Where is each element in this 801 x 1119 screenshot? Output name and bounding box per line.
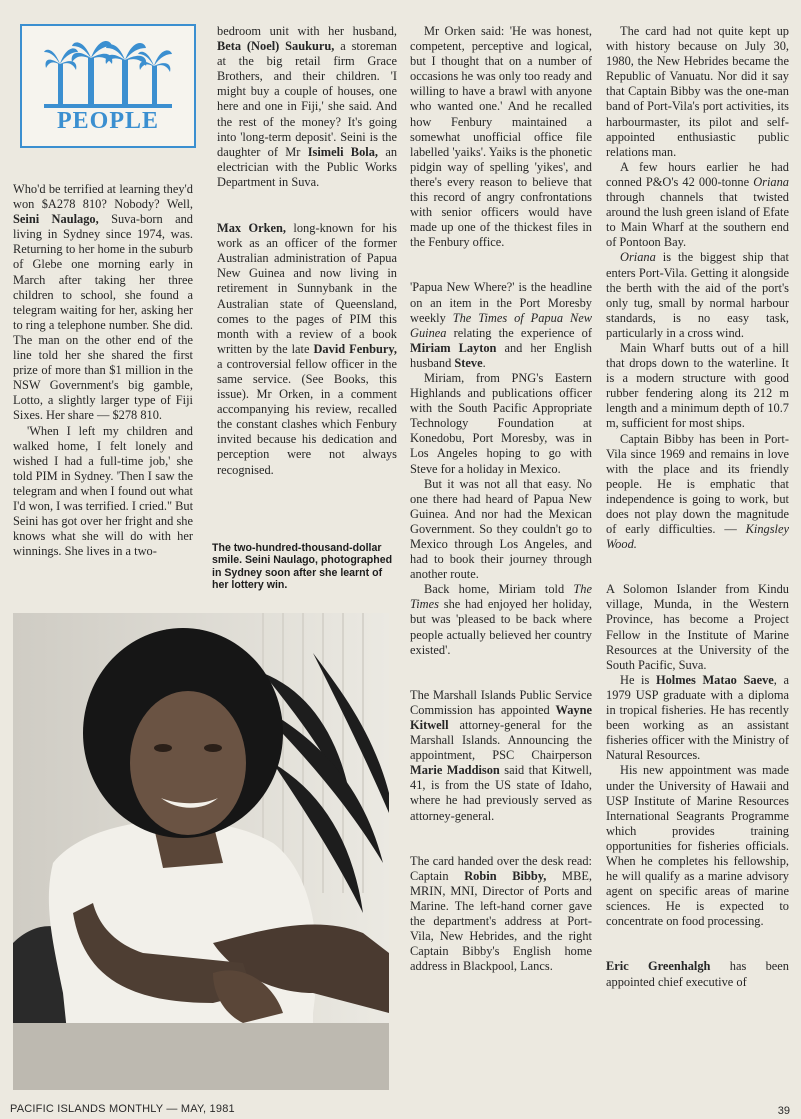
column-3 (410, 24, 592, 974)
paragraph: 'When I left my children and walked home, I felt lonely and wished I had a full-time job,' she told PIM in Sydney. 'Then I saw the telegram and when I found out what I'd won, I was terrified. I cried." But Seini has got over her fright and she knows what she will do with her winnings. She lives in a two- (13, 423, 194, 559)
person-name: Miriam Layton (410, 340, 497, 355)
person-name: Robin Bibby, (464, 868, 547, 883)
ship-name: Oriana (753, 174, 789, 189)
person-name: Isimeli Bola, (307, 144, 379, 159)
paragraph: Back home, Miriam told The Times she had enjoyed her holiday, but was 'pleased to be back where people actually believed her country existed'. (410, 582, 592, 657)
page-number: 39 (777, 1105, 790, 1117)
author-name: Kingsley Wood. (606, 522, 789, 552)
paragraph: He is Holmes Matao Saeve, a 1979 USP graduate with a diploma in tropical fisheries. He has recently been working as an assistant fisheries officer with the Ministry of Natural Resources. (606, 672, 789, 763)
portrait-photo (13, 613, 389, 1090)
paragraph: But it was not all that easy. No one there had heard of Papua New Guinea. And nor had the Mexican Government. So they couldn't go to Mexico through Los Angeles, and had to book their journey through another route. (410, 476, 592, 582)
people-masthead (20, 24, 196, 148)
paragraph: Main Wharf butts out of a hill that drops down to the waterline. It is a modern structure with good rubber fendering along its 212 m length and a minimum depth of 10.7 m, sufficient for most ships. (606, 340, 789, 431)
paragraph: A Solomon Islander from Kindu village, Munda, in the Western Province, has become a Project Fellow in the Institute of Marine Resources at the University of the South Pacific, Suva. (606, 582, 789, 672)
person-name: Wayne Kitwell (410, 702, 592, 732)
paragraph: Max Orken, long-known for his work as an officer of the former Australian administration of Papua New Guinea and now living in retirement in Sunnybank in the Australian state of Queensland, comes to the pages of PIM this month with a review of a book written by the late David Fenbury, a controversial fellow officer in the same service. (See Books, this issue). Mr Orken, in a comment accompanying his review, recalled the constant clashes which Fenbury invited because his dedication and perception were not always recognised. (217, 221, 398, 477)
paragraph: The Marshall Islands Public Service Commission has appointed Wayne Kitwell attorney-general for the Marshall Islands. Announcing the appointment, PSC Chairperson Marie Maddison said that Kitwell, 41, is from the US state of Idaho, where he had previously served as attorney-general. (410, 687, 592, 823)
paragraph: The card handed over the desk read: Captain Robin Bibby, MBE, MRIN, MNI, Director of Ports and Marine. The left-hand corner gave the department's address at Port-Vila, New Hebrides, and the right Captain Bibby's English home address in Blackpool, Lancs. (410, 853, 592, 974)
paragraph: 'Papua New Where?' is the headline on an item in the Port Moresby weekly The Times of Papua New Guinea relating the experience of Miriam Layton and her English husband Steve. (410, 280, 592, 370)
person-name: Eric Greenhalgh (606, 959, 711, 974)
paragraph: bedroom unit with her husband, Beta (Noel) Saukuru, a storeman at the big retail firm Grace Brothers, and their children. 'I might buy a couple of houses, one here and one in Fiji,' she said. And the rest of the money? It's going into 'long-term deposit'. Seini is the daughter of Mr Isimeli Bola, an electrician with the Public Works Department in Suva. (217, 24, 398, 189)
column-2 (217, 24, 397, 478)
column-1 (13, 182, 193, 559)
column-4 (606, 24, 789, 990)
person-name: Seini Naulago, (13, 212, 99, 227)
person-name: Holmes Matao Saeve (655, 672, 774, 687)
paragraph: The card had not quite kept up with history because on July 30, 1980, the New Hebrides became the Republic of Vanuatu. Nor did it say that Captain Bibby was the one-man band of Port-Vila's port activities, its harbourmaster, its pilot and self-appointed enthusiastic public relations man. (606, 24, 789, 159)
palm-trees-logo-icon (44, 34, 172, 108)
photo-caption: The two-hundred-thousand-dollar smile. Seini Naulago, photographed in Sydney soon after she learnt of her lottery win. (212, 542, 393, 592)
paragraph: Captain Bibby has been in Port-Vila since 1969 and remains in love with the place and its friendly people. He is emphatic that independence is going to work, but does not play down the magnitude of early difficulties. — Kingsley Wood. (606, 431, 789, 552)
paragraph: His new appointment was made under the University of Hawaii and USP Institute of Marine Resources International Seagrants Programme which provides training opportunities for fisheries officials. When he completes his fellowship, he will qualify as a marine advisory agent on specific areas of marine sciences. He is expected to concentrate on food processing. (606, 763, 789, 929)
paragraph: Mr Orken said: 'He was honest, competent, perceptive and logical, but I thought that on a number of occasions he was only too ready and willing to have a brawl with anyone who wanted one.' And he recalled how Fenbury maintained a somewhat unofficial office file labelled 'yaiks'. Yaiks is the phonetic pidgin way of spelling 'yikes', and there's every reason to believe that this record of angry confrontations with senior officers would have made up one of the thickest files in the Fenbury office. (410, 24, 592, 250)
person-name: Beta (Noel) Saukuru, (217, 39, 335, 54)
person-name: Marie Maddison (410, 763, 500, 778)
paragraph: Eric Greenhalgh has been appointed chief executive of (606, 959, 789, 989)
page-footer (10, 1099, 790, 1117)
newspaper-title: The Times of Papua New Guinea (410, 310, 592, 340)
paragraph: Miriam, from PNG's Eastern Highlands and publications officer with the South Pacific Appropriate Technology Foundation at Konedobu, Port Moresby, was in Los Angeles hoping to go with Steve for a holiday in Mexico. (410, 370, 592, 476)
publication-line: PACIFIC ISLANDS MONTHLY — MAY, 1981 (10, 1103, 235, 1115)
person-name: Steve (454, 355, 483, 370)
paragraph: Who'd be terrified at learning they'd won $A278 810? Nobody? Well, Seini Naulago, Suva-born and living in Sydney since 1974, was. Returning to her home in the suburb of Glebe one morning early in March after taking her three children to school, she found a telegram waiting for her, asking her to ring a telephone number. She did. The man on the other end of the line told her she shared the first prize of more than $1 million in the NSW Government's big gamble, Lotto, a slightly larger type of Fiji Sixes. Her share — $278 810. (13, 182, 193, 423)
paragraph: A few hours earlier he had conned P&O's 42 000-tonne Oriana through channels that twisted around the lush green island of Efate to Main Wharf at the southern end of Pontoon Bay. (606, 159, 789, 250)
portrait-photo-image (13, 613, 389, 1090)
person-name: David Fenbury, (313, 341, 397, 356)
paragraph: Oriana is the biggest ship that enters Port-Vila. Getting it alongside the berth with the aid of the port's only tug, small by normal harbour standards, is no easy task, particularly in a cross wind. (606, 250, 789, 340)
person-name: Max Orken, (217, 221, 287, 236)
newspaper-title: The Times (410, 582, 592, 612)
section-title: PEOPLE (56, 108, 159, 134)
ship-name: Oriana (620, 250, 656, 265)
